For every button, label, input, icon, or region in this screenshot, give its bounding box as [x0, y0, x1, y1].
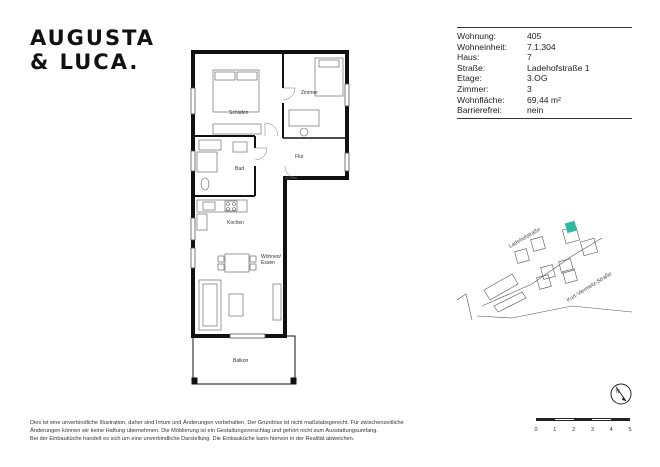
window	[230, 334, 265, 338]
building	[580, 238, 597, 255]
window	[191, 151, 195, 171]
burner	[227, 208, 230, 211]
info-value: 405	[527, 31, 542, 41]
street-curb	[477, 306, 632, 318]
scale-segment	[592, 419, 610, 420]
block-outline	[484, 274, 518, 300]
site-map	[452, 210, 637, 340]
window	[345, 153, 349, 171]
balcony-post	[192, 378, 197, 384]
scale-tick: 5	[628, 427, 632, 433]
scale-tick: 4	[609, 427, 613, 433]
info-value: 7	[527, 52, 532, 63]
info-value: 3.OG	[527, 73, 548, 84]
info-label: Haus:	[457, 52, 480, 63]
desk	[289, 110, 319, 126]
info-value: 69,44 m²	[527, 94, 561, 105]
disclaimer-text	[30, 419, 500, 443]
info-value: 3	[527, 83, 532, 94]
room-label-wohnen: Wohnen/	[261, 254, 281, 260]
sofa-seat	[203, 284, 217, 326]
chair	[300, 128, 308, 136]
info-label: Wohnung:	[457, 31, 497, 41]
scale-segment	[574, 419, 592, 420]
dining-chair	[250, 264, 256, 270]
bathtub	[199, 140, 221, 150]
floor-plan	[185, 48, 355, 388]
north-arrow-icon	[608, 381, 634, 407]
room-label-kochen: Kochen	[227, 220, 244, 226]
building	[531, 237, 546, 252]
dining-chair	[218, 264, 224, 270]
info-row-etage	[457, 73, 632, 84]
info-label: Etage:	[457, 73, 482, 84]
kitchen-sink	[203, 202, 215, 210]
building	[537, 275, 552, 290]
info-row-strasse	[457, 63, 632, 74]
info-value: 7.1.304	[527, 41, 556, 52]
scale-tick: 0	[534, 427, 538, 433]
tv-unit	[273, 284, 281, 320]
balcony-post	[291, 378, 296, 384]
brand-logo	[30, 26, 155, 74]
window	[191, 248, 195, 268]
pillow	[237, 72, 257, 80]
pillow	[215, 72, 235, 80]
room-label-zimmer: Zimmer	[301, 90, 318, 96]
pillow	[319, 60, 339, 67]
toilet	[201, 178, 209, 190]
street-label-ladehofstrasse: Ladehofstraße	[508, 226, 542, 250]
room-label-bad: Bad	[235, 166, 244, 172]
dining-chair	[218, 256, 224, 262]
door-swing	[265, 123, 278, 136]
scale-segment	[555, 419, 573, 420]
info-row-zimmer	[457, 84, 632, 95]
window	[191, 218, 195, 240]
burner	[227, 203, 230, 206]
coffee-table	[229, 294, 243, 316]
scale-tick: 1	[553, 427, 557, 433]
info-label: Straße:	[457, 62, 486, 73]
info-label: Wohnfläche:	[457, 94, 505, 105]
scale-tick: 2	[572, 427, 576, 433]
apartment-info-table	[457, 27, 632, 119]
info-bottom-rule	[457, 118, 632, 119]
brand-line-2: & LUCA.	[30, 50, 140, 74]
washbasin	[233, 142, 247, 152]
info-row-haus	[457, 52, 632, 63]
shower-tray	[197, 152, 217, 172]
burner	[233, 208, 236, 211]
dining-table	[225, 254, 249, 272]
info-row-wohneinheit	[457, 42, 632, 53]
scale-segment	[537, 419, 555, 420]
building	[515, 249, 530, 264]
room-label-flur: Flur	[295, 154, 304, 160]
room-label-schlafen: Schlafen	[229, 110, 249, 116]
door-swing	[283, 88, 295, 100]
block-outline	[457, 294, 472, 320]
north-label: N	[616, 389, 620, 395]
info-label: Barrierefrei:	[457, 105, 502, 116]
scale-bar	[532, 418, 632, 442]
wardrobe	[213, 124, 261, 134]
building	[541, 265, 556, 280]
room-label-essen: Essen	[261, 260, 275, 266]
info-row-barrierefrei	[457, 105, 632, 116]
window	[345, 84, 349, 106]
highlighted-building	[565, 221, 577, 233]
scale-bar-segments	[536, 418, 630, 421]
disclaimer-line-1: Dies ist eine unverbindliche Illustration, daher sind Irrtum und Änderungen vorbehalten. Der Grundriss ist nicht maßstabsgerecht. Für zwischenzeitliche	[30, 420, 404, 426]
scale-segment	[611, 419, 629, 420]
info-label: Wohneinheit:	[457, 41, 508, 52]
scale-tick: 3	[590, 427, 594, 433]
room-label-balkon: Balkon	[233, 358, 249, 364]
burner	[233, 203, 236, 206]
info-value: nein	[527, 105, 544, 116]
door-swing	[255, 148, 267, 160]
info-label: Zimmer:	[457, 83, 489, 94]
street-label-kurt-viermetz: Kurt-Viermetz-Straße	[565, 271, 614, 304]
info-row-wohnung	[457, 31, 632, 42]
info-row-wohnflaeche	[457, 95, 632, 106]
disclaimer-line-3: Bei der Einbauküche handelt es sich um eine unverbindliche Darstellung. Die Einbauküche kann hiervon in der Realität abweichen.	[30, 436, 355, 442]
kitchen-tall-unit	[197, 214, 207, 230]
info-value: Ladehofstraße 1	[527, 62, 590, 73]
dining-chair	[250, 256, 256, 262]
brand-line-1: AUGUSTA	[30, 26, 156, 50]
window	[191, 88, 195, 114]
disclaimer-line-2: Änderungen können wir keine Haftung übernehmen. Die Möblierung ist ein Gestaltungsvorschlag und gehört nicht zum Ausstattungsumfang.	[30, 428, 378, 434]
